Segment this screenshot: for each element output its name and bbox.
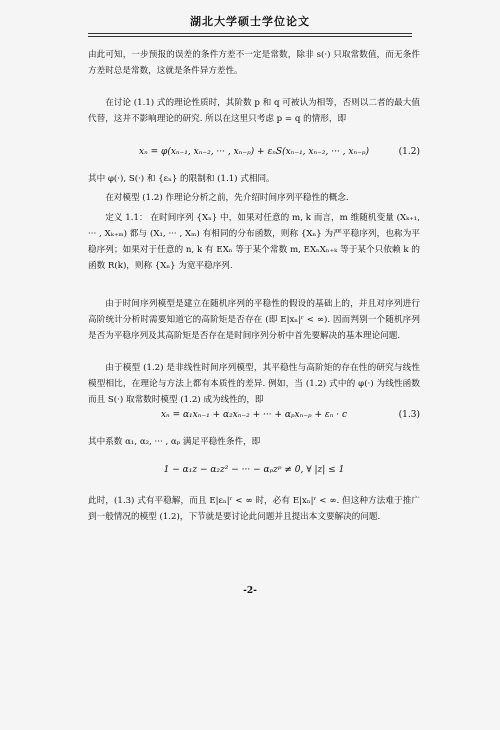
equation-1-3-body: xₙ = α₁xₙ₋₁ + α₂xₙ₋₂ + ··· + αₚxₙ₋ₚ + εₙ · c — [160, 410, 347, 420]
equation-1-3 — [88, 410, 420, 420]
definition-1-1: 定义 1.1： 在时间序列 {Xₙ} 中，如果对任意的 m, k 而言，m 维随机变量 (Xₖ₊₁, ··· , Xₖ₊ₘ) 都与 (X₁, ··· , Xₘ) 有相同的分布函数，则称 {Xₙ} 为严平稳序列，也称为平稳序列；如果对于任意的 n, k 有 EXₙ 等于某个常数 m, EXₙXₙ₊ₖ 等于某个只依赖 k 的函数 R(k)，则称 {Xₙ} 为宽平稳序列. — [88, 213, 420, 271]
paragraph-4: 在对模型 (1.2) 作理论分析之前，先介绍时间序列平稳性的概念. — [105, 193, 349, 203]
paragraph-3: 其中 φ(·), S(·) 和 {εₙ} 的限制和 (1.1) 式相同。 — [88, 174, 275, 184]
header-rule-thin — [88, 36, 412, 37]
running-header: 湖北大学硕士学位论文 — [190, 15, 310, 28]
paragraph-5: 由于时间序列模型是建立在随机序列的平稳性的假设的基础上的，并且对序列进行高阶统计分析时需要知道它的高阶矩是否存在 (即 E|xₙ|ʳ < ∞). 因而判别一个随机序列是否为平稳序列及其高阶矩是否存在是时间序列分析中首先要解决的基本理论问题. — [88, 299, 420, 341]
equation-stationarity — [88, 465, 420, 475]
paragraph-1: 由此可知，一步预报的误差的条件方差不一定是常数，除非 s(·) 只取常数值，而无条件方差时总是常数，这就是条件异方差性。 — [88, 50, 420, 76]
equation-stationarity-body: 1 − α₁z − α₂z² − ··· − αₚzᵖ ≠ 0, ∀ |z| ≤ 1 — [163, 465, 345, 475]
equation-1-2-body: xₙ = φ(xₙ₋₁, xₙ₋₂, ··· , xₙ₋ₚ) + εₙS(xₙ₋₁, xₙ₋₂, ··· , xₙ₋ₚ) — [139, 147, 369, 157]
equation-1-2-number: (1.2) — [398, 147, 420, 157]
equation-1-3-number: (1.3) — [398, 410, 420, 420]
paragraph-8: 此时，(1.3) 式有平稳解，而且 E|εₙ|ʳ < ∞ 时，必有 E|xₙ|ʳ < ∞. 但这种方法难于推广到一般情况的模型 (1.2)，下节就是要讨论此问题并且提出本文要解决的问题. — [88, 496, 420, 522]
paragraph-7: 其中系数 α₁, α₂, ··· , αₚ 满足平稳性条件，即 — [88, 437, 261, 447]
paragraph-2: 在讨论 (1.1) 式的理论性质时，其阶数 p 和 q 可被认为相等，否则以二者的最大值代替，这并不影响理论的研究. 所以在这里只考虑 p = q 的情形，即 — [88, 98, 420, 124]
header-rule-thick — [88, 33, 412, 34]
page-number: -2- — [243, 586, 257, 596]
paragraph-6: 由于模型 (1.2) 是非线性时间序列模型，其平稳性与高阶矩的存在性的研究与线性模型相比，在理论与方法上都有本质性的差异. 例如，当 (1.2) 式中的 φ(·) 为线性函数而且 S(·) 取常数时模型 (1.2) 成为线性的，即 — [88, 363, 420, 405]
equation-1-2 — [88, 147, 420, 157]
